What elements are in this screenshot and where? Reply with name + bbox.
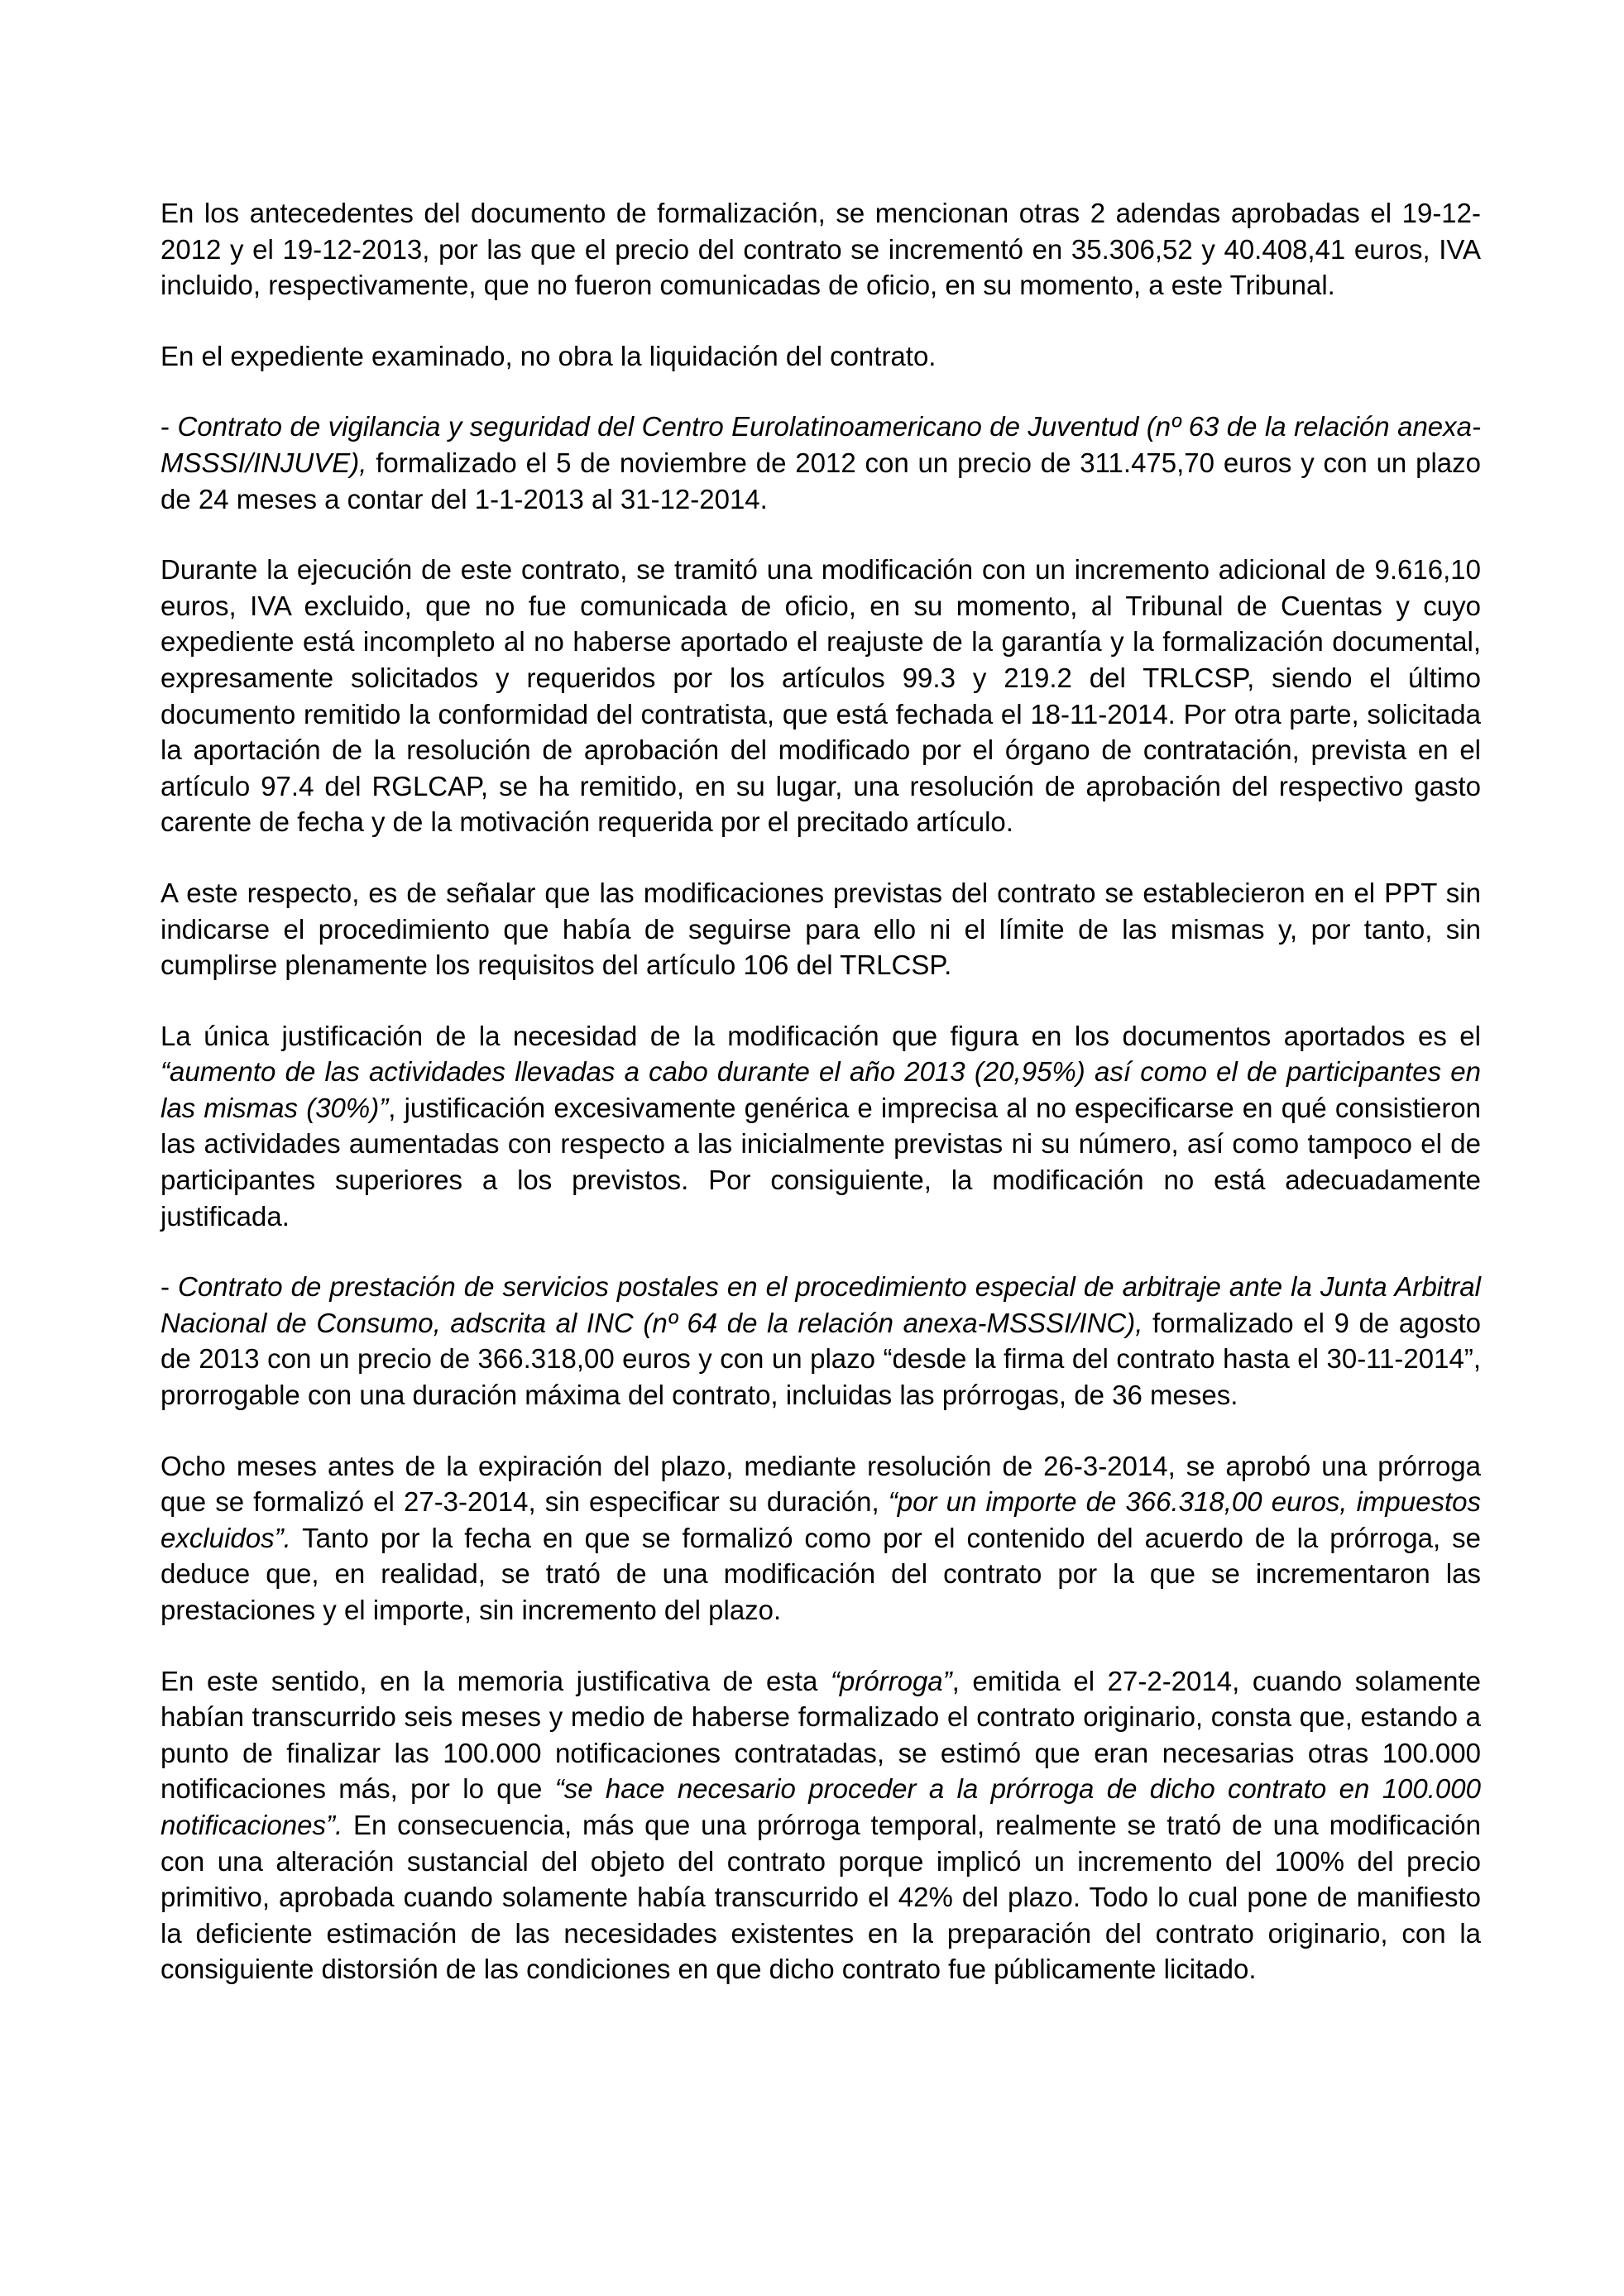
quoted-amount-italic: “por un importe de 366.318,00 euros, impuestos excluidos”.: [160, 1486, 1481, 1553]
paragraph-liquidacion: [160, 338, 1481, 375]
paragraph-text: Tanto por la fecha en que se formalizó como por el contenido del acuerdo de la prórroga, se deduce que, en realidad, se trató de una modificación del contrato por la que se incrementaron las prestaciones y el importe, sin incremento del plazo.: [160, 1522, 1481, 1625]
paragraph-text: En los antecedentes del documento de formalización, se mencionan otras 2 adendas aprobadas el 19-12-2012 y el 19-12-2013, por las que el precio del contrato se incrementó en 35.306,52 y 40.408,41 euros, IVA incluido, respectivamente, que no fueron comunicadas de oficio, en su momento, a este Tribunal.: [160, 198, 1481, 301]
paragraph-text: -: [160, 411, 178, 442]
paragraph-text: En consecuencia, más que una prórroga temporal, realmente se trató de una modificación con una alteración sustancial del objeto del contrato porque implicó un incremento del 100% del precio primitivo, aprobada cuando solamente había transcurrido el 42% del plazo. Todo lo cual pone de manifiesto la deficiente estimación de las necesidades existentes en la preparación del contrato originario, con la consiguiente distorsión de las condiciones en que dicho contrato fue públicamente licitado.: [160, 1809, 1481, 1985]
contract-title-italic: Contrato de prestación de servicios postales en el procedimiento especial de arbitraje ante la Junta Arbitral Nacional de Consumo, adscrita al INC (nº 64 de la relación anexa-MSSSI/INC),: [160, 1271, 1481, 1338]
paragraph-text: , justificación excesivamente genérica e imprecisa al no especificarse en qué consistieron las actividades aumentadas con respecto a las inicialmente previstas ni su número, así como tampoco el de participantes superiores a los previstos. Por consiguiente, la modificación no está adecuadamente justificada.: [160, 1092, 1482, 1232]
paragraph-justificacion: [160, 1018, 1481, 1235]
paragraph-text: -: [160, 1271, 179, 1303]
paragraph-prorroga: [160, 1448, 1481, 1629]
paragraph-text: La única justificación de la necesidad de la modificación que figura en los documentos aportados es el: [160, 1020, 1481, 1051]
paragraph-text: formalizado el 5 de noviembre de 2012 con un precio de 311.475,70 euros y con un plazo de 24 meses a contar del 1-1-2013 al 31-12-2014.: [160, 447, 1481, 514]
paragraph-adendas: [160, 195, 1481, 304]
paragraph-text: , emitida el 27-2-2014, cuando solamente habían transcurrido seis meses y medio de haberse formalizado el contrato originario, consta que, estando a punto de finalizar las 100.000 notificaciones contratadas, se estimó que eran necesarias otras 100.000 notificaciones más, por lo que: [160, 1665, 1481, 1805]
paragraph-contrato-vigilancia: [160, 409, 1481, 517]
quoted-justification-italic: “aumento de las actividades llevadas a cabo durante el año 2013 (20,95%) así como el de participantes en las mismas (30%)”: [160, 1056, 1481, 1123]
document-body: [160, 195, 1481, 2022]
paragraph-text: Durante la ejecución de este contrato, se tramitó una modificación con un incremento adicional de 9.616,10 euros, IVA excluido, que no fue comunicada de oficio, en su momento, al Tribunal de Cuentas y cuyo expediente está incompleto al no haberse aportado el reajuste de la garantía y la formalización documental, expresamente solicitados y requeridos por los artículos 99.3 y 219.2 del TRLCSP, siendo el último documento remitido la conformidad del contratista, que está fechada el 18-11-2014. Por otra parte, solicitada la aportación de la resolución de aprobación del modificado por el órgano de contratación, prevista en el artículo 97.4 del RGLCAP, se ha remitido, en su lugar, una resolución de aprobación del respectivo gasto carente de fecha y de la motivación requerida por el precitado artículo.: [160, 554, 1481, 838]
paragraph-text: En el expediente examinado, no obra la liquidación del contrato.: [160, 340, 937, 371]
paragraph-modificacion: [160, 552, 1481, 840]
paragraph-text: En este sentido, en la memoria justificativa de esta: [160, 1665, 831, 1696]
paragraph-text: formalizado el 9 de agosto de 2013 con un precio de 366.318,00 euros y con un plazo “desde la firma del contrato hasta el 30-11-2014”, prorrogable con una duración máxima del contrato, incluidas las prórrogas, de 36 meses.: [160, 1307, 1481, 1411]
quoted-necesidad-italic: “se hace necesario proceder a la prórroga de dicho contrato en 100.000 notificaciones”.: [160, 1773, 1481, 1840]
paragraph-ppt: [160, 875, 1481, 983]
quoted-prorroga-italic: “prórroga”: [830, 1665, 952, 1696]
paragraph-text: Ocho meses antes de la expiración del plazo, mediante resolución de 26-3-2014, se aprobó una prórroga que se formalizó el 27-3-2014, sin especificar su duración,: [160, 1450, 1481, 1518]
paragraph-memoria: [160, 1663, 1481, 1987]
paragraph-contrato-postales: [160, 1269, 1481, 1413]
contract-title-italic: Contrato de vigilancia y seguridad del Centro Eurolatinoamericano de Juventud (nº 63 de la relación anexa-MSSSI/INJUVE),: [160, 411, 1481, 478]
paragraph-text: A este respecto, es de señalar que las modificaciones previstas del contrato se establecieron en el PPT sin indicarse el procedimiento que había de seguirse para ello ni el límite de las mismas y, por tanto, sin cumplirse plenamente los requisitos del artículo 106 del TRLCSP.: [160, 877, 1481, 981]
